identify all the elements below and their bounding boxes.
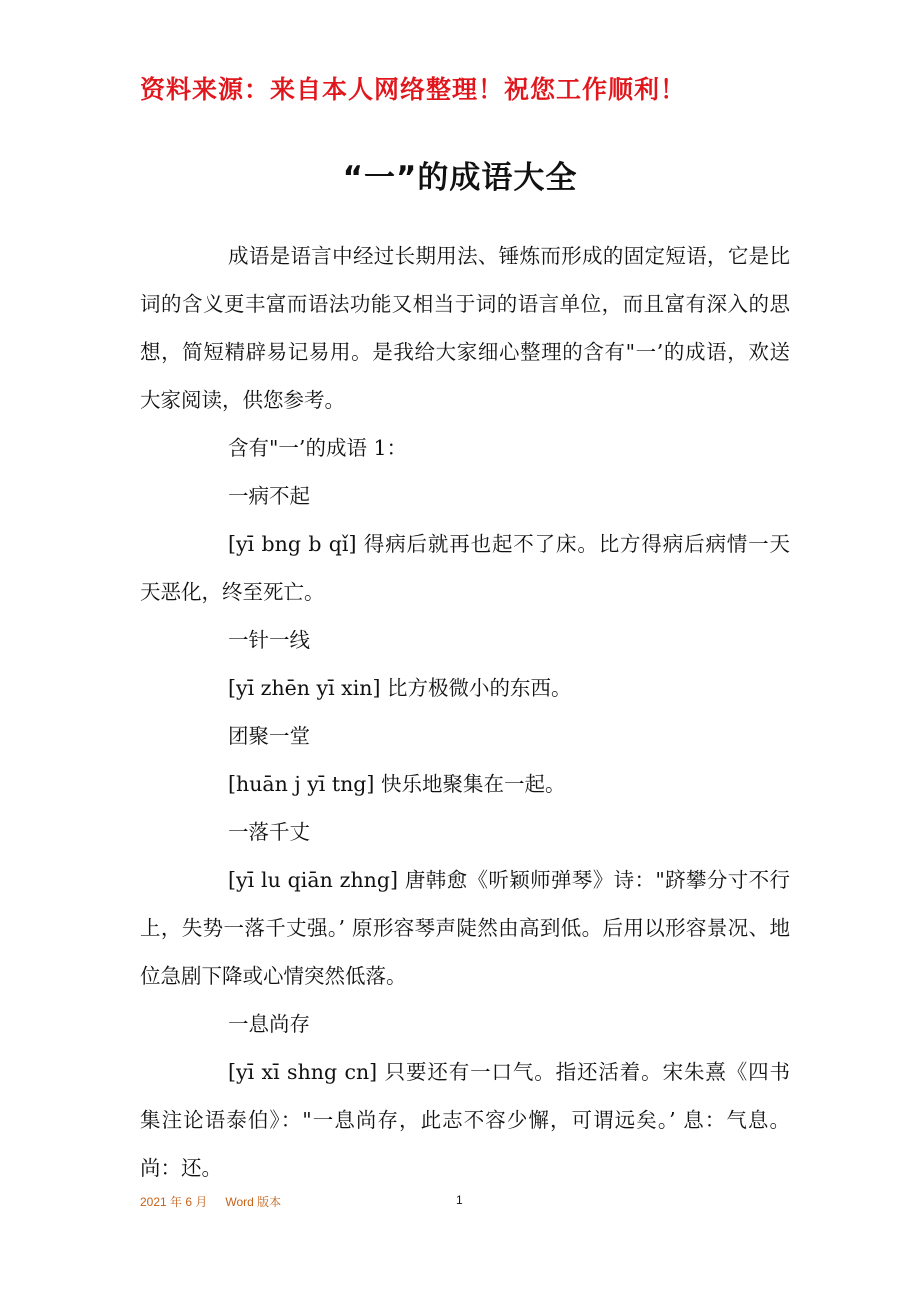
idiom-definition: [yī zhēn yī xin] 比方极微小的东西。 xyxy=(228,676,572,700)
idiom-definition: [huān j yī tng] 快乐地聚集在一起。 xyxy=(228,772,566,796)
idiom-heading: 一病不起 xyxy=(228,484,310,508)
footer-version: Word 版本 xyxy=(225,1195,282,1209)
source-note-header: 资料来源：来自本人网络整理！祝您工作顺利！ xyxy=(140,75,687,104)
idiom-heading: 一落千丈 xyxy=(228,820,310,844)
document-title: “一”的成语大全 xyxy=(342,160,578,196)
idiom-heading: 团聚一堂 xyxy=(228,724,310,748)
intro-paragraph: 成语是语言中经过长期用法、锤炼而形成的固定短语，它是比词的含义更丰富而语法功能又相当于词的语言单位，而且富有深入的思想，简短精辟易记易用。是我给大家细心整理的含有"一’的成语，欢送大家阅读，供您参考。 xyxy=(140,244,790,412)
idiom-definition: [yī lu qiān zhng] 唐韩愈《听颖师弹琴》诗："跻攀分寸不行上，失势一落千丈强。’ 原形容琴声陡然由高到低。后用以形容景况、地位急剧下降或心情突然低落。 xyxy=(140,868,790,988)
document-body xyxy=(140,232,790,1192)
footer-date: 2021 年 6 月 xyxy=(140,1195,208,1209)
idiom-heading: 一针一线 xyxy=(228,628,310,652)
section-heading: 含有"一’的成语 1： xyxy=(228,436,408,460)
idiom-heading: 一息尚存 xyxy=(228,1012,310,1036)
idiom-definition: [yī xī shng cn] 只要还有一口气。指还活着。宋朱熹《四书集注论语泰伯》："一息尚存，此志不容少懈，可谓远矣。’ 息：气息。尚：还。 xyxy=(140,1060,790,1180)
footer-info xyxy=(140,1193,281,1210)
page-number: 1 xyxy=(456,1193,463,1207)
idiom-definition: [yī bng b qǐ] 得病后就再也起不了床。比方得病后病情一天天恶化，终至死亡。 xyxy=(140,532,790,604)
